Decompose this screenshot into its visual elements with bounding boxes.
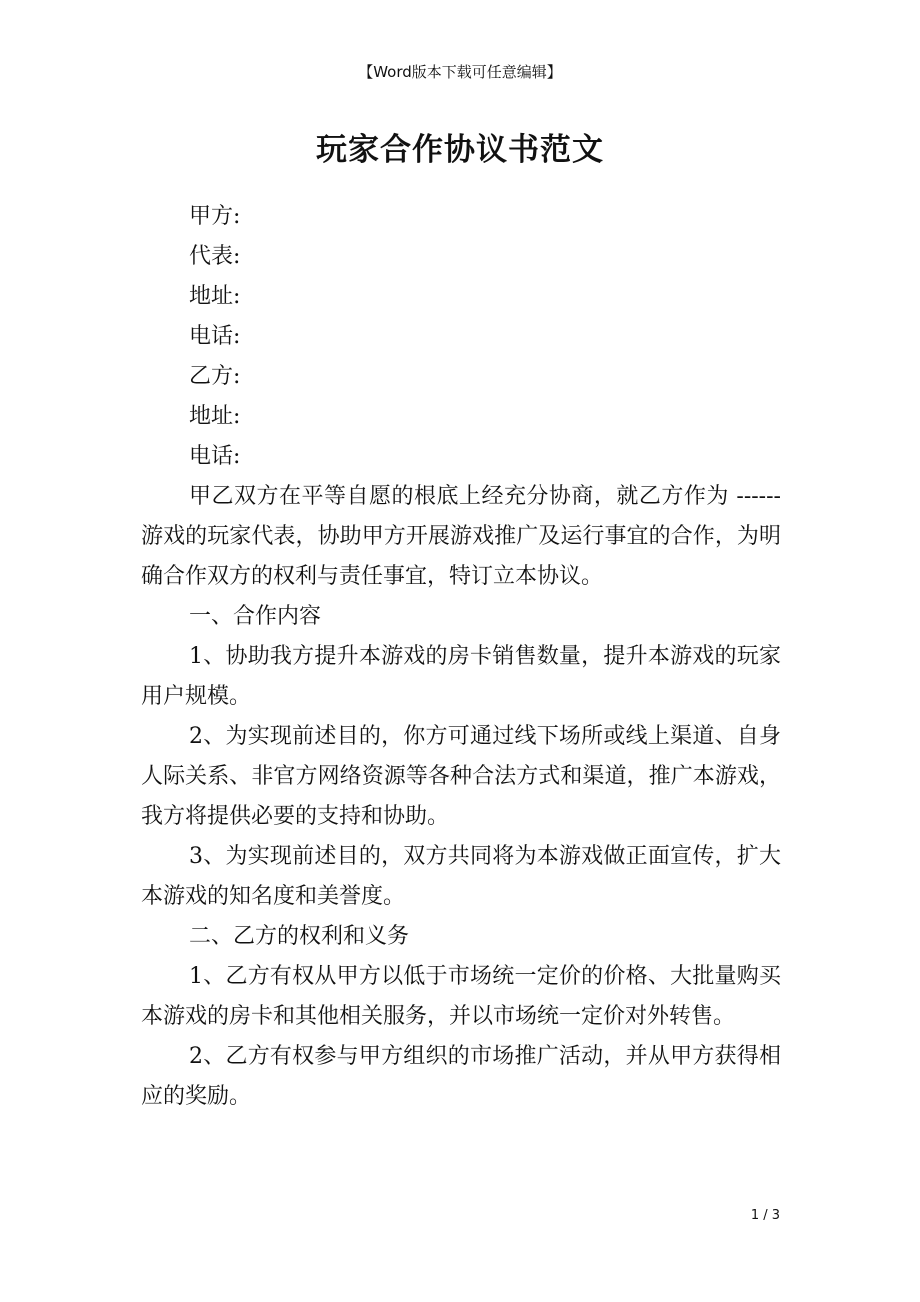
section-1-item-1: 1、协助我方提升本游戏的房卡销售数量，提升本游戏的玩家用户规模。 [141,644,781,709]
party-a-phone-field: 电话: [189,324,241,349]
party-b-phone-field: 电话: [189,444,241,469]
document-body [141,197,781,1117]
section-2-item-1: 1、乙方有权从甲方以低于市场统一定价的价格、大批量购买本游戏的房卡和其他相关服务，并以市场统一定价对外转售。 [141,964,781,1029]
page-number: 1 / 3 [750,1208,780,1223]
page-header: 【Word版本下载可任意编辑】 [358,63,562,81]
intro-paragraph: 甲乙双方在平等自愿的根底上经充分协商，就乙方作为 ------游戏的玩家代表，协助甲方开展游戏推广及运行事宜的合作，为明确合作双方的权利与责任事宜，特订立本协议。 [141,484,781,589]
section-2-item-2: 2、乙方有权参与甲方组织的市场推广活动，并从甲方获得相应的奖励。 [141,1044,781,1109]
party-b-field: 乙方: [189,364,241,389]
party-a-address-field: 地址: [189,284,241,309]
party-a-field: 甲方: [189,204,241,229]
section-1-item-3: 3、为实现前述目的，双方共同将为本游戏做正面宣传，扩大本游戏的知名度和美誉度。 [141,844,781,909]
representative-field: 代表: [189,244,241,269]
party-b-address-field: 地址: [189,404,241,429]
section-1-item-2: 2、为实现前述目的，你方可通过线下场所或线上渠道、自身人际关系、非官方网络资源等各种合法方式和渠道，推广本游戏，我方将提供必要的支持和协助。 [141,724,781,829]
document-title: 玩家合作协议书范文 [316,132,604,168]
section-1-heading: 一、合作内容 [189,604,322,629]
section-2-heading: 二、乙方的权利和义务 [189,924,410,949]
